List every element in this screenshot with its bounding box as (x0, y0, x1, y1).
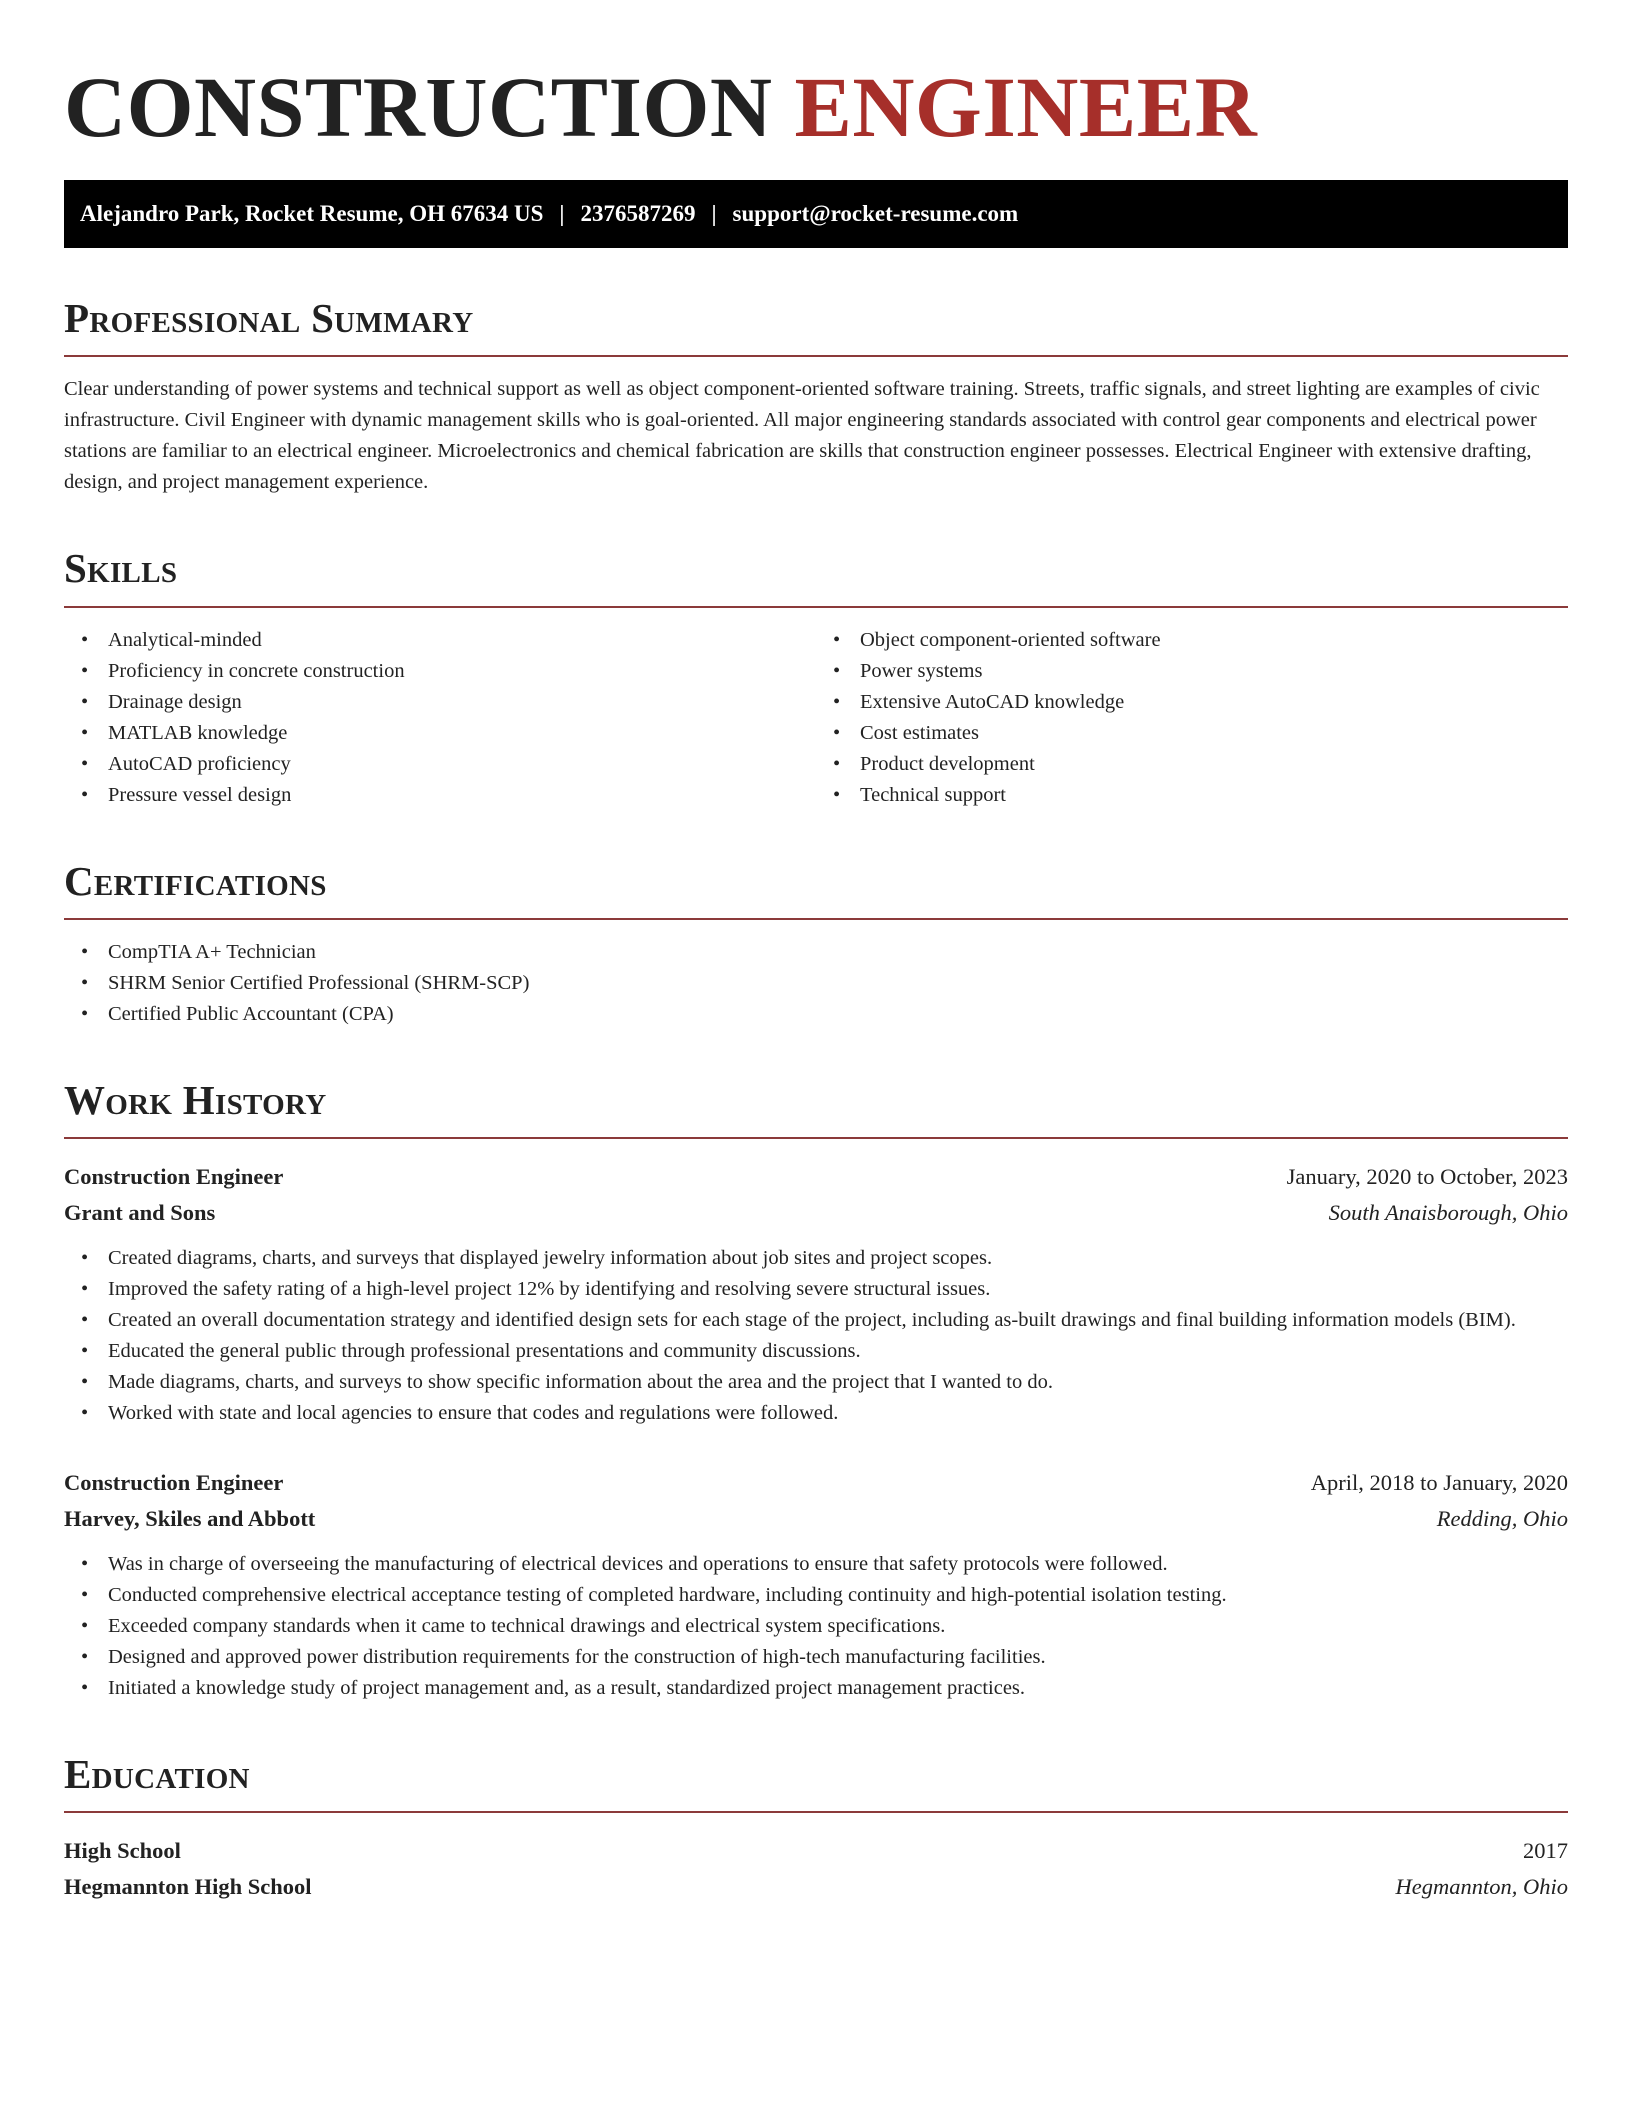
job-entry (64, 1159, 1568, 1429)
education-entry (64, 1833, 1568, 1905)
certifications-list (64, 937, 1568, 1030)
contact-email: support@rocket-resume.com (732, 201, 1019, 227)
job-bullet: • Improved the safety rating of a high-level project 12% by identifying and resolving severe structural issues. (64, 1274, 1568, 1305)
contact-phone: 2376587269 (580, 201, 696, 227)
section-divider (64, 355, 1568, 357)
job-bullet: • Exceeded company standards when it came to technical drawings and electrical system specifications. (64, 1611, 1568, 1642)
title-part-1: CONSTRUCTION (64, 59, 773, 155)
job-location: Redding, Ohio (1436, 1505, 1568, 1531)
job-bullet: • Created an overall documentation strategy and identified design sets for each stage of the project, including as-built drawings and final building information models (BIM). (64, 1305, 1568, 1336)
job-company: Grant and Sons (64, 1199, 216, 1225)
job-bullet: • Was in charge of overseeing the manufacturing of electrical devices and operations to ensure that safety protocols were followed. (64, 1549, 1568, 1580)
skill-item: • Analytical-minded (64, 625, 816, 656)
job-company-row (64, 1501, 1568, 1537)
section-divider (64, 1137, 1568, 1139)
skill-item: • Product development (816, 749, 1568, 780)
skills-list-left (64, 625, 816, 811)
contact-separator: | (711, 201, 717, 227)
contact-address: Alejandro Park, Rocket Resume, OH 67634 US (80, 201, 544, 227)
work-history-heading: Work History (64, 1076, 327, 1123)
skill-item: • Drainage design (64, 687, 816, 718)
job-header-row (64, 1159, 1568, 1195)
job-entry (64, 1465, 1568, 1704)
section-divider (64, 1811, 1568, 1813)
summary-text: Clear understanding of power systems and technical support as well as object component-oriented software training. Streets, traffic signals, and street lighting are examples of civic infrastructure. Civil Engineer with dynamic management skills who is goal-oriented. All major engineering standards associated with control gear components and electrical power stations are familiar to an electrical engineer. Microelectronics and chemical fabrication are skills that construction engineer possesses. Electrical Engineer with extensive drafting, design, and project management experience. (64, 378, 1540, 494)
job-title: Construction Engineer (64, 1163, 284, 1189)
job-bullet: • Created diagrams, charts, and surveys that displayed jewelry information about job sites and project scopes. (64, 1243, 1568, 1274)
job-location: South Anaisborough, Ohio (1328, 1199, 1568, 1225)
skill-item: • Proficiency in concrete construction (64, 656, 816, 687)
certification-item: • Certified Public Accountant (CPA) (64, 999, 1568, 1030)
job-bullet: • Designed and approved power distribution requirements for the construction of high-tech manufacturing facilities. (64, 1642, 1568, 1673)
skill-item: • Pressure vessel design (64, 780, 816, 811)
contact-bar (64, 180, 1568, 248)
summary-heading: Professional Summary (64, 295, 474, 342)
job-bullet: • Educated the general public through professional presentations and community discussions. (64, 1336, 1568, 1367)
skills-heading: Skills (64, 545, 178, 592)
contact-separator: | (559, 201, 565, 227)
job-bullet: • Worked with state and local agencies to ensure that codes and regulations were followed. (64, 1398, 1568, 1429)
job-title: Construction Engineer (64, 1469, 284, 1495)
education-heading: Education (64, 1750, 250, 1797)
education-school-row (64, 1869, 1568, 1905)
skill-item: • MATLAB knowledge (64, 718, 816, 749)
job-bullet: • Made diagrams, charts, and surveys to show specific information about the area and the project that I wanted to do. (64, 1367, 1568, 1398)
section-divider (64, 918, 1568, 920)
education-location: Hegmannton, Ohio (1395, 1874, 1568, 1900)
certification-item: • CompTIA A+ Technician (64, 937, 1568, 968)
education-year: 2017 (1523, 1838, 1568, 1864)
job-company-row (64, 1195, 1568, 1231)
education-school: Hegmannton High School (64, 1874, 312, 1900)
certification-item: • SHRM Senior Certified Professional (SHRM-SCP) (64, 968, 1568, 999)
certifications-heading: Certifications (64, 857, 327, 904)
job-dates: January, 2020 to October, 2023 (1286, 1163, 1568, 1189)
job-company: Harvey, Skiles and Abbott (64, 1505, 316, 1531)
job-header-row (64, 1465, 1568, 1501)
skill-item: • Extensive AutoCAD knowledge (816, 687, 1568, 718)
skill-item: • AutoCAD proficiency (64, 749, 816, 780)
job-bullet: • Conducted comprehensive electrical acceptance testing of completed hardware, including continuity and high-potential isolation testing. (64, 1580, 1568, 1611)
job-dates: April, 2018 to January, 2020 (1310, 1469, 1568, 1495)
skill-item: • Technical support (816, 780, 1568, 811)
education-degree: High School (64, 1838, 181, 1864)
resume-title (64, 56, 1568, 159)
section-divider (64, 606, 1568, 608)
title-part-2: ENGINEER (794, 59, 1258, 155)
skill-item: • Power systems (816, 656, 1568, 687)
job-bullets (64, 1549, 1568, 1704)
skills-columns (64, 625, 1568, 811)
education-degree-row (64, 1833, 1568, 1869)
skill-item: • Cost estimates (816, 718, 1568, 749)
skill-item: • Object component-oriented software (816, 625, 1568, 656)
skills-list-right (816, 625, 1568, 811)
job-bullets (64, 1243, 1568, 1429)
job-bullet: • Initiated a knowledge study of project management and, as a result, standardized project management practices. (64, 1673, 1568, 1704)
